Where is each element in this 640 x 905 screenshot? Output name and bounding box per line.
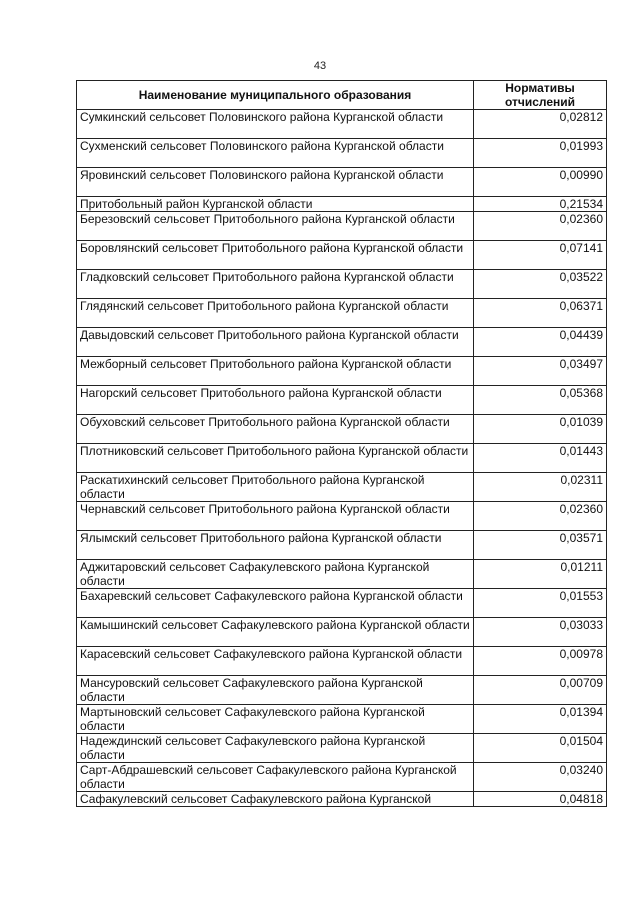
deduction-norm-cell: 0,01553	[474, 589, 607, 618]
deduction-norm-cell: 0,01993	[474, 139, 607, 168]
deduction-norm-cell: 0,21534	[474, 197, 607, 212]
deduction-norm-cell: 0,03571	[474, 531, 607, 560]
table-row	[77, 647, 607, 676]
table-row	[77, 502, 607, 531]
municipality-name-cell: Березовский сельсовет Притобольного района Курганской области	[77, 212, 474, 241]
table-row	[77, 386, 607, 415]
deduction-norm-cell: 0,07141	[474, 241, 607, 270]
table-row	[77, 763, 607, 792]
table-row	[77, 618, 607, 647]
municipality-name-cell: Плотниковский сельсовет Притобольного района Курганской области	[77, 444, 474, 473]
municipality-name-cell: Сумкинский сельсовет Половинского района Курганской области	[77, 110, 474, 139]
deduction-norm-cell: 0,02360	[474, 212, 607, 241]
deduction-norm-cell: 0,02812	[474, 110, 607, 139]
table-row	[77, 212, 607, 241]
municipality-name-cell: Раскатихинский сельсовет Притобольного района Курганской области	[77, 473, 474, 502]
municipality-name-cell: Обуховский сельсовет Притобольного района Курганской области	[77, 415, 474, 444]
municipality-name-cell: Чернавский сельсовет Притобольного района Курганской области	[77, 502, 474, 531]
deduction-norm-cell: 0,03522	[474, 270, 607, 299]
table-row	[77, 531, 607, 560]
municipality-name-cell: Боровлянский сельсовет Притобольного района Курганской области	[77, 241, 474, 270]
deduction-norm-cell: 0,04439	[474, 328, 607, 357]
municipality-name-cell: Сафакулевский сельсовет Сафакулевского района Курганской	[77, 792, 474, 807]
table-row	[77, 676, 607, 705]
municipality-name-cell: Камышинский сельсовет Сафакулевского района Курганской области	[77, 618, 474, 647]
table-row	[77, 560, 607, 589]
deduction-norm-cell: 0,05368	[474, 386, 607, 415]
deduction-norm-cell: 0,02311	[474, 473, 607, 502]
municipality-name-cell: Мартыновский сельсовет Сафакулевского района Курганской области	[77, 705, 474, 734]
deduction-norm-cell: 0,04818	[474, 792, 607, 807]
municipality-name-cell: Бахаревский сельсовет Сафакулевского района Курганской области	[77, 589, 474, 618]
municipality-name-cell: Притобольный район Курганской области	[77, 197, 474, 212]
table-body	[77, 110, 607, 807]
municipality-name-cell: Сухменский сельсовет Половинского района Курганской области	[77, 139, 474, 168]
page-number: 43	[313, 60, 327, 72]
deduction-norm-cell: 0,01504	[474, 734, 607, 763]
table-row	[77, 139, 607, 168]
header-municipality-name: Наименование муниципального образования	[77, 81, 474, 110]
deduction-norm-cell: 0,01443	[474, 444, 607, 473]
table-row	[77, 734, 607, 763]
deduction-norm-cell: 0,01394	[474, 705, 607, 734]
municipality-name-cell: Межборный сельсовет Притобольного района Курганской области	[77, 357, 474, 386]
deduction-norms-table	[76, 80, 607, 807]
deduction-norm-cell: 0,01039	[474, 415, 607, 444]
header-deduction-norms: Нормативы отчислений	[474, 81, 607, 110]
table-row	[77, 328, 607, 357]
table-row	[77, 415, 607, 444]
table-row	[77, 197, 607, 212]
municipality-name-cell: Аджитаровский сельсовет Сафакулевского района Курганской области	[77, 560, 474, 589]
municipality-name-cell: Яровинский сельсовет Половинского района Курганской области	[77, 168, 474, 197]
table-row	[77, 357, 607, 386]
table-row	[77, 270, 607, 299]
deduction-norm-cell: 0,06371	[474, 299, 607, 328]
table-row	[77, 705, 607, 734]
deduction-norm-cell: 0,00990	[474, 168, 607, 197]
table-row	[77, 473, 607, 502]
deduction-norm-cell: 0,03497	[474, 357, 607, 386]
deduction-norm-cell: 0,00978	[474, 647, 607, 676]
table-row	[77, 299, 607, 328]
deduction-norm-cell: 0,00709	[474, 676, 607, 705]
municipality-name-cell: Глядянский сельсовет Притобольного района Курганской области	[77, 299, 474, 328]
municipality-name-cell: Карасевский сельсовет Сафакулевского района Курганской области	[77, 647, 474, 676]
municipality-name-cell: Нагорский сельсовет Притобольного района Курганской области	[77, 386, 474, 415]
municipality-name-cell: Надеждинский сельсовет Сафакулевского района Курганской области	[77, 734, 474, 763]
municipality-name-cell: Мансуровский сельсовет Сафакулевского района Курганской области	[77, 676, 474, 705]
municipality-name-cell: Сарт-Абдрашевский сельсовет Сафакулевского района Курганской области	[77, 763, 474, 792]
municipality-name-cell: Давыдовский сельсовет Притобольного района Курганской области	[77, 328, 474, 357]
deduction-norm-cell: 0,02360	[474, 502, 607, 531]
deduction-norm-cell: 0,03240	[474, 763, 607, 792]
municipality-name-cell: Ялымский сельсовет Притобольного района Курганской области	[77, 531, 474, 560]
table-header-row	[77, 81, 607, 110]
deduction-norm-cell: 0,01211	[474, 560, 607, 589]
municipality-name-cell: Гладковский сельсовет Притобольного района Курганской области	[77, 270, 474, 299]
table-row	[77, 444, 607, 473]
deduction-norm-cell: 0,03033	[474, 618, 607, 647]
table-row	[77, 110, 607, 139]
table-row	[77, 241, 607, 270]
table-row	[77, 792, 607, 807]
table-row	[77, 589, 607, 618]
table-row	[77, 168, 607, 197]
